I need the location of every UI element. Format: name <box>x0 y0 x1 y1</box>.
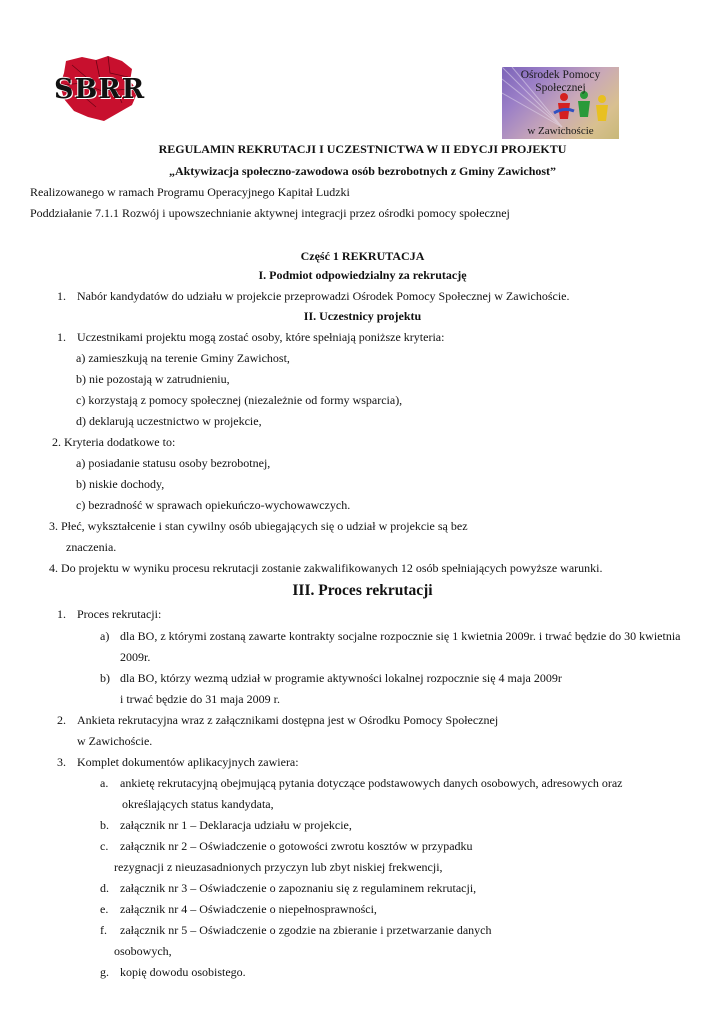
sec2-item2-b: b) niskie dochody, <box>76 477 165 491</box>
sec1-item1-num: 1. <box>57 289 66 303</box>
doc-a-cont: określających status kandydata, <box>122 797 274 811</box>
sec2-item3: 3. Płeć, wykształcenie i stan cywilny osób ubiegających się o udział w projekcie są bez <box>49 519 468 533</box>
doc-f-text: załącznik nr 5 – Oświadczenie o zgodzie na zbieranie i przetwarzanie danych <box>120 923 492 937</box>
doc-g-mark: g. <box>100 965 109 979</box>
sec3-item1-num: 1. <box>57 607 66 621</box>
ops-logo-line3: w Zawichoście <box>527 125 594 137</box>
doc-b-mark: b. <box>100 818 109 832</box>
sec3-b-cont: i trwać będzie do 31 maja 2009 r. <box>120 692 280 706</box>
sbrr-logo-text: SBRR <box>54 74 146 105</box>
sec3-item1: Proces rekrutacji: <box>77 607 162 621</box>
ops-logo-line2: Społecznej <box>535 82 586 94</box>
sec3-item2: Ankieta rekrutacyjna wraz z załącznikami dostępna jest w Ośrodku Pomocy Społecznej <box>77 713 499 727</box>
sec1-title: I. Podmiot odpowiedzialny za rekrutację <box>258 268 467 282</box>
doc-a-mark: a. <box>100 776 109 790</box>
sec3-item3-num: 3. <box>57 755 66 769</box>
doc-c-mark: c. <box>100 839 109 853</box>
sec2-item3-cont: znaczenia. <box>66 540 117 554</box>
sec2-item1-d: d) deklarują uczestnictwo w projekcie, <box>76 414 262 428</box>
sec3-item3: Komplet dokumentów aplikacyjnych zawiera: <box>77 755 299 769</box>
doc-g-text: kopię dowodu osobistego. <box>120 965 246 979</box>
sec2-item1-a: a) zamieszkują na terenie Gminy Zawichost, <box>76 351 290 365</box>
sec3-b-text: dla BO, którzy wezmą udział w programie aktywności lokalnej rozpocznie się 4 maja 2009r <box>120 671 562 685</box>
doc-subtitle: „Aktywizacja społeczno-zawodowa osób bezrobotnych z Gminy Zawichost” <box>168 164 557 178</box>
sec3-a-mark: a) <box>100 629 110 643</box>
sec2-item1-num: 1. <box>57 330 66 344</box>
sec2-item1-c: c) korzystają z pomocy społecznej (niezależnie od formy wsparcia), <box>76 393 403 407</box>
doc-b-text: załącznik nr 1 – Deklaracja udziału w projekcie, <box>120 818 352 832</box>
doc-f-mark: f. <box>100 923 107 937</box>
sec2-item2-c: c) bezradność w sprawach opiekuńczo-wychowawczych. <box>76 498 351 512</box>
doc-a-text: ankietę rekrutacyjną obejmującą pytania dotyczące podstawowych danych osobowych, adresowych oraz <box>120 776 623 790</box>
doc-line-program: Realizowanego w ramach Programu Operacyjnego Kapitał Ludzki <box>30 185 350 199</box>
doc-d-text: załącznik nr 3 – Oświadczenie o zapoznaniu się z regulaminem rekrutacji, <box>120 881 477 895</box>
doc-title: REGULAMIN REKRUTACJI I UCZESTNICTWA W II EDYCJI PROJEKTU <box>158 142 567 156</box>
doc-e-mark: e. <box>100 902 109 916</box>
sec3-title: III. Proces rekrutacji <box>292 582 433 599</box>
sec2-item4: 4. Do projektu w wyniku procesu rekrutacji zostanie zakwalifikowanych 12 osób spełniających powyższe warunki. <box>49 561 603 575</box>
doc-line-subaction: Poddziałanie 7.1.1 Rozwój i upowszechnianie aktywnej integracji przez ośrodki pomocy społecznej <box>30 206 510 220</box>
sec3-a-text: dla BO, z którymi zostaną zawarte kontrakty socjalne rozpocznie się 1 kwietnia 2009r. i trwać będzie do 30 kwietnia <box>120 629 681 643</box>
sec3-item2-cont: w Zawichoście. <box>77 734 153 748</box>
doc-e-text: załącznik nr 4 – Oświadczenie o niepełnosprawności, <box>120 902 377 916</box>
ops-logo-line1: Ośrodek Pomocy <box>520 69 601 81</box>
part1-title: Część 1 REKRUTACJA <box>300 249 425 263</box>
sec3-a-cont: 2009r. <box>120 650 151 664</box>
sec2-title: II. Uczestnicy projektu <box>303 309 422 323</box>
doc-c-text: załącznik nr 2 – Oświadczenie o gotowości zwrotu kosztów w przypadku <box>120 839 473 853</box>
ops-logo <box>502 67 619 139</box>
sec2-item1-b: b) nie pozostają w zatrudnieniu, <box>76 372 230 386</box>
doc-f-cont: osobowych, <box>114 944 172 958</box>
sec3-b-mark: b) <box>100 671 110 685</box>
sbrr-logo <box>52 55 148 127</box>
sec3-item2-num: 2. <box>57 713 66 727</box>
sec1-item1: Nabór kandydatów do udziału w projekcie przeprowadzi Ośrodek Pomocy Społecznej w Zawichoście. <box>77 289 570 303</box>
doc-c-cont: rezygnacji z nieuzasadnionych przyczyn lub zbyt niskiej frekwencji, <box>114 860 443 874</box>
doc-d-mark: d. <box>100 881 109 895</box>
sec2-item1: Uczestnikami projektu mogą zostać osoby, które spełniają poniższe kryteria: <box>77 330 445 344</box>
sec2-item2: 2. Kryteria dodatkowe to: <box>52 435 176 449</box>
sec2-item2-a: a) posiadanie statusu osoby bezrobotnej, <box>76 456 271 470</box>
